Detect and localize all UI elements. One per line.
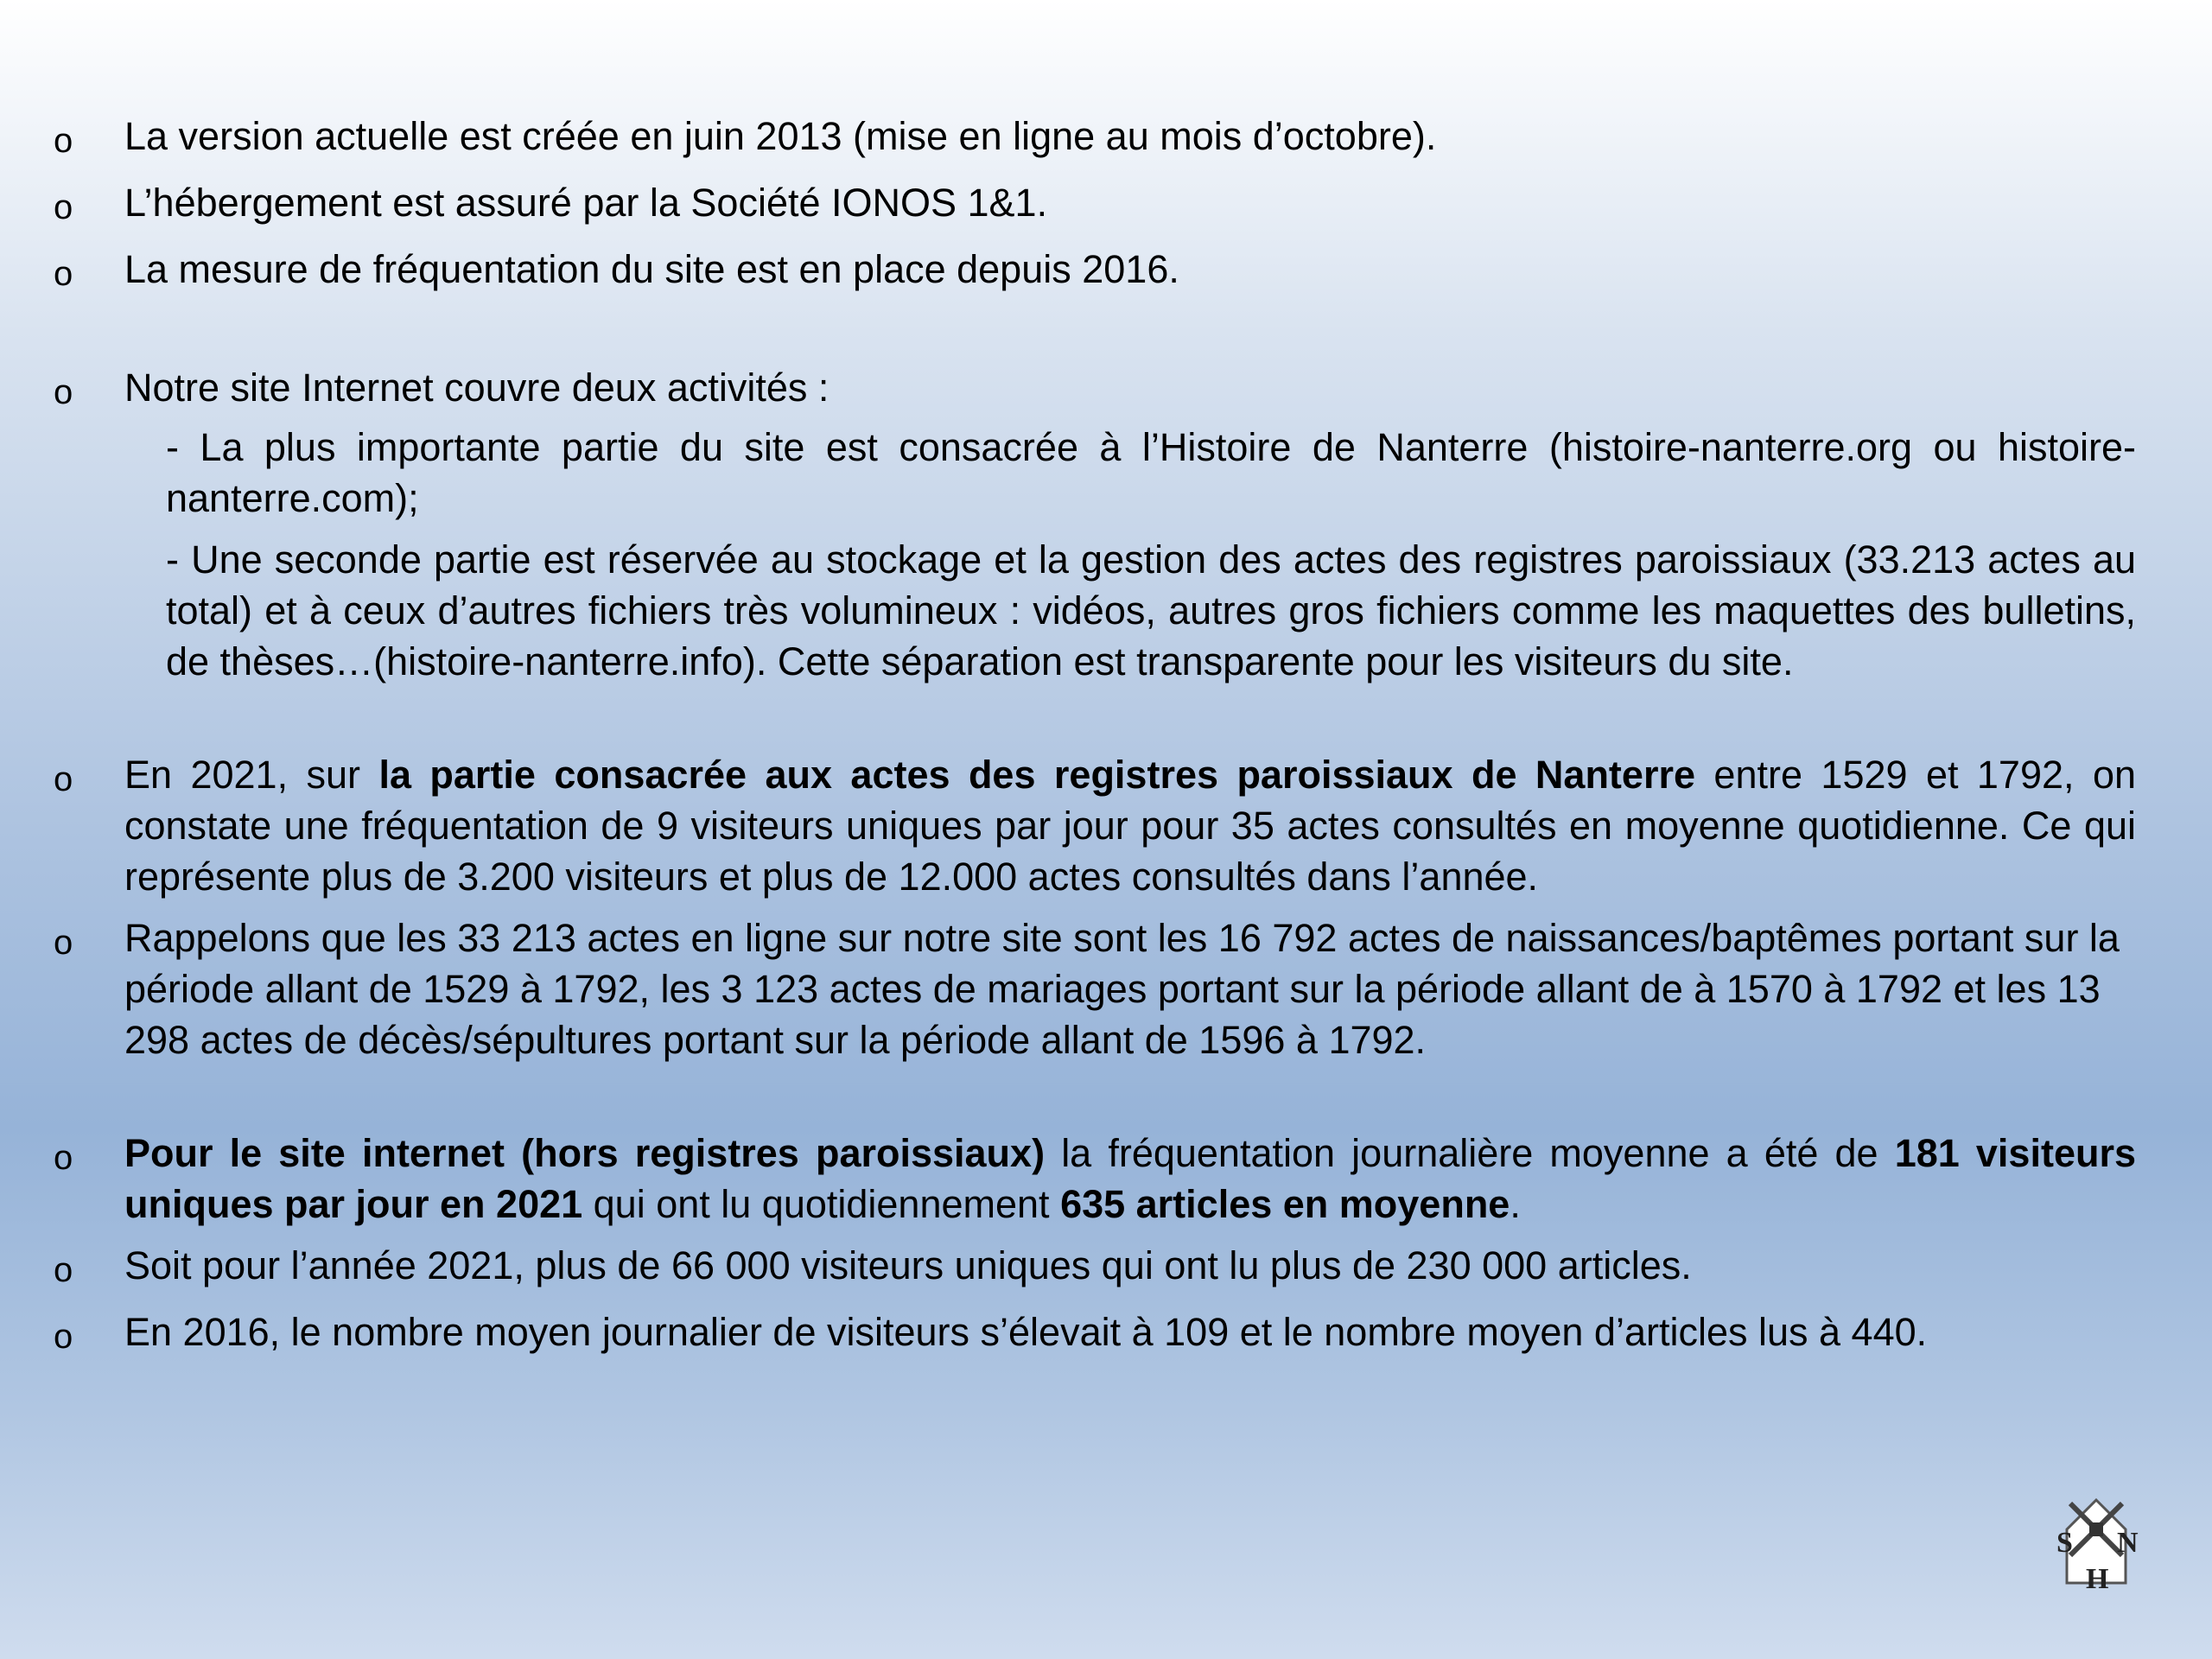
item-text: En 2016, le nombre moyen journalier de visiteurs s’élevait à 109 et le nombre moyen d’articles lus à 440. — [124, 1310, 1928, 1354]
logo-letter-bottom: H — [2086, 1563, 2109, 1595]
item-text: Notre site Internet couvre deux activités : — [124, 365, 830, 410]
bullet-icon: o — [54, 1139, 73, 1177]
bullet-icon: o — [54, 760, 73, 798]
item-text: La mesure de fréquentation du site est en place depuis 2016. — [124, 247, 1179, 291]
bullet-icon: o — [54, 373, 73, 411]
item-text: Rappelons que les 33 213 actes en ligne sur notre site sont les 16 792 actes de naissances/baptêmes portant sur la période allant de 1529 à 1792, les 3 123 actes de mariages portant sur la période allant de à 1570 à 1792 et les 13 298 actes de décès/sépultures portant sur la période allant de 1596 à 1792. — [124, 916, 2120, 1062]
text-run: entre 1529 et 1792, on constate une fréquentation de 9 visiteurs uniques par jour pour 35 actes consultés en moyenne quotidienne. Ce qui représente plus de 3.200 visiteurs et plus de 12.000 actes consultés dans l’année. — [124, 753, 2136, 899]
bold-text: 635 articles en moyenne — [1060, 1182, 1510, 1226]
bold-text: la partie consacrée aux actes des registres paroissiaux de Nanterre — [378, 753, 1695, 797]
sub-item-history: - La plus importante partie du site est consacrée à l’Histoire de Nanterre (histoire-nanterre.org ou histoire-nanterre.com); — [166, 425, 2136, 520]
item-text: L’hébergement est assuré par la Société IONOS 1&1. — [124, 181, 1048, 225]
bullet-icon: o — [54, 255, 73, 293]
item-body — [124, 362, 2136, 687]
list-item — [54, 1306, 2136, 1363]
item-text: Soit pour l’année 2021, plus de 66 000 visiteurs uniques qui ont lu plus de 230 000 articles. — [124, 1243, 1692, 1287]
bullet-icon: o — [54, 122, 73, 160]
logo-letter-left: S — [2056, 1527, 2073, 1559]
bullet-icon: o — [54, 1251, 73, 1289]
list-item — [54, 111, 2136, 167]
list-item — [54, 1240, 2136, 1296]
list-item — [54, 362, 2136, 687]
bullet-icon: o — [54, 924, 73, 962]
bold-text: 181 visiteurs uniques par jour en 2021 — [124, 1131, 2136, 1226]
sub-item-registers: - Une seconde partie est réservée au stockage et la gestion des actes des registres paroissiaux (33.213 actes au total) et à ceux d’autres fichiers très volumineux : vidéos, autres gros fichiers comme les maquettes des bulletins, de thèses…(histoire-nanterre.info). Cette séparation est transparente pour les visiteurs du site. — [166, 537, 2136, 683]
bold-text: Pour le site internet (hors registres paroissiaux) — [124, 1131, 1046, 1175]
list-item — [54, 1128, 2136, 1230]
shn-logo-icon — [2044, 1493, 2148, 1597]
bullet-icon: o — [54, 1318, 73, 1356]
logo-letter-right: N — [2117, 1527, 2139, 1559]
list-item — [54, 749, 2136, 902]
bullet-list — [54, 111, 2136, 1373]
bullet-icon: o — [54, 188, 73, 226]
item-text: La version actuelle est créée en juin 2013 (mise en ligne au mois d’octobre). — [124, 114, 1437, 158]
text-run: qui ont lu quotidiennement — [582, 1182, 1061, 1226]
list-item — [54, 177, 2136, 233]
item-text — [124, 749, 2136, 902]
list-item — [54, 244, 2136, 300]
list-item — [54, 912, 2136, 1065]
item-text — [124, 1128, 2136, 1230]
text-run: En 2021, sur — [124, 753, 379, 797]
text-run: . — [1510, 1182, 1521, 1226]
text-run: la fréquentation journalière moyenne a été de — [1045, 1131, 1895, 1175]
